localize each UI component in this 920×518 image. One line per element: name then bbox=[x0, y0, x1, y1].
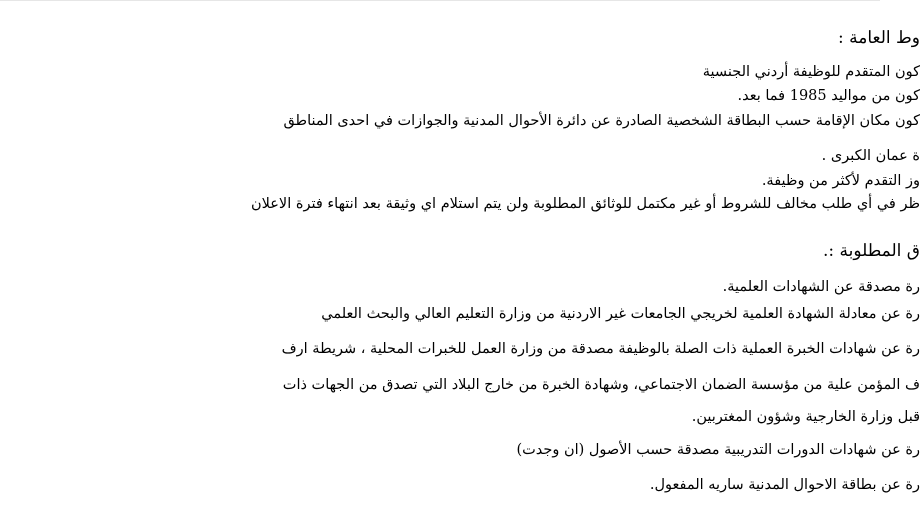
required-document-line: قبل وزارة الخارجية وشؤون المغتربين. bbox=[691, 409, 920, 425]
general-condition-line: ظر في أي طلب مخالف للشروط أو غير مكتمل للوثائق المطلوبة ولن يتم استلام اي وثيقة بعد انتهاء فترة الاعلان bbox=[250, 196, 920, 212]
general-condition-line: كون المتقدم للوظيفة أردني الجنسية bbox=[702, 64, 920, 80]
required-document-line: ف المؤمن علية من مؤسسة الضمان الاجتماعي، وشهادة الخبرة من خارج البلاد التي تصدق من الجهات ذات bbox=[282, 377, 920, 393]
required-document-line: رة مصدقة عن الشهادات العلمية. bbox=[722, 279, 920, 295]
general-condition-line: وز التقدم لأكثر من وظيفة. bbox=[761, 173, 920, 189]
top-divider bbox=[0, 0, 880, 1]
required-documents-heading: ق المطلوبة :. bbox=[822, 241, 920, 261]
required-document-line: رة عن شهادات الخبرة العملية ذات الصلة بالوظيفة مصدقة من وزارة العمل للخبرات المحلية ، شريطة ارف bbox=[281, 341, 920, 357]
required-document-line: رة عن بطاقة الاحوال المدنية ساريه المفعول. bbox=[649, 477, 920, 493]
general-condition-line: كون من مواليد 1985 فما بعد. bbox=[737, 88, 920, 104]
general-conditions-heading: وط العامة : bbox=[838, 28, 920, 48]
general-condition-line: كون مكان الإقامة حسب البطاقة الشخصية الصادرة عن دائرة الأحوال المدنية والجوازات في احدى المناطق bbox=[283, 113, 920, 129]
required-document-line: رة عن شهادات الدورات التدريبية مصدقة حسب الأصول (ان وجدت) bbox=[516, 442, 920, 458]
general-condition-line: ة عمان الكبرى . bbox=[821, 148, 920, 164]
required-document-line: رة عن معادلة الشهادة العلمية لخريجي الجامعات غير الاردنية من وزارة التعليم العالي والبحث العلمي bbox=[321, 306, 920, 322]
